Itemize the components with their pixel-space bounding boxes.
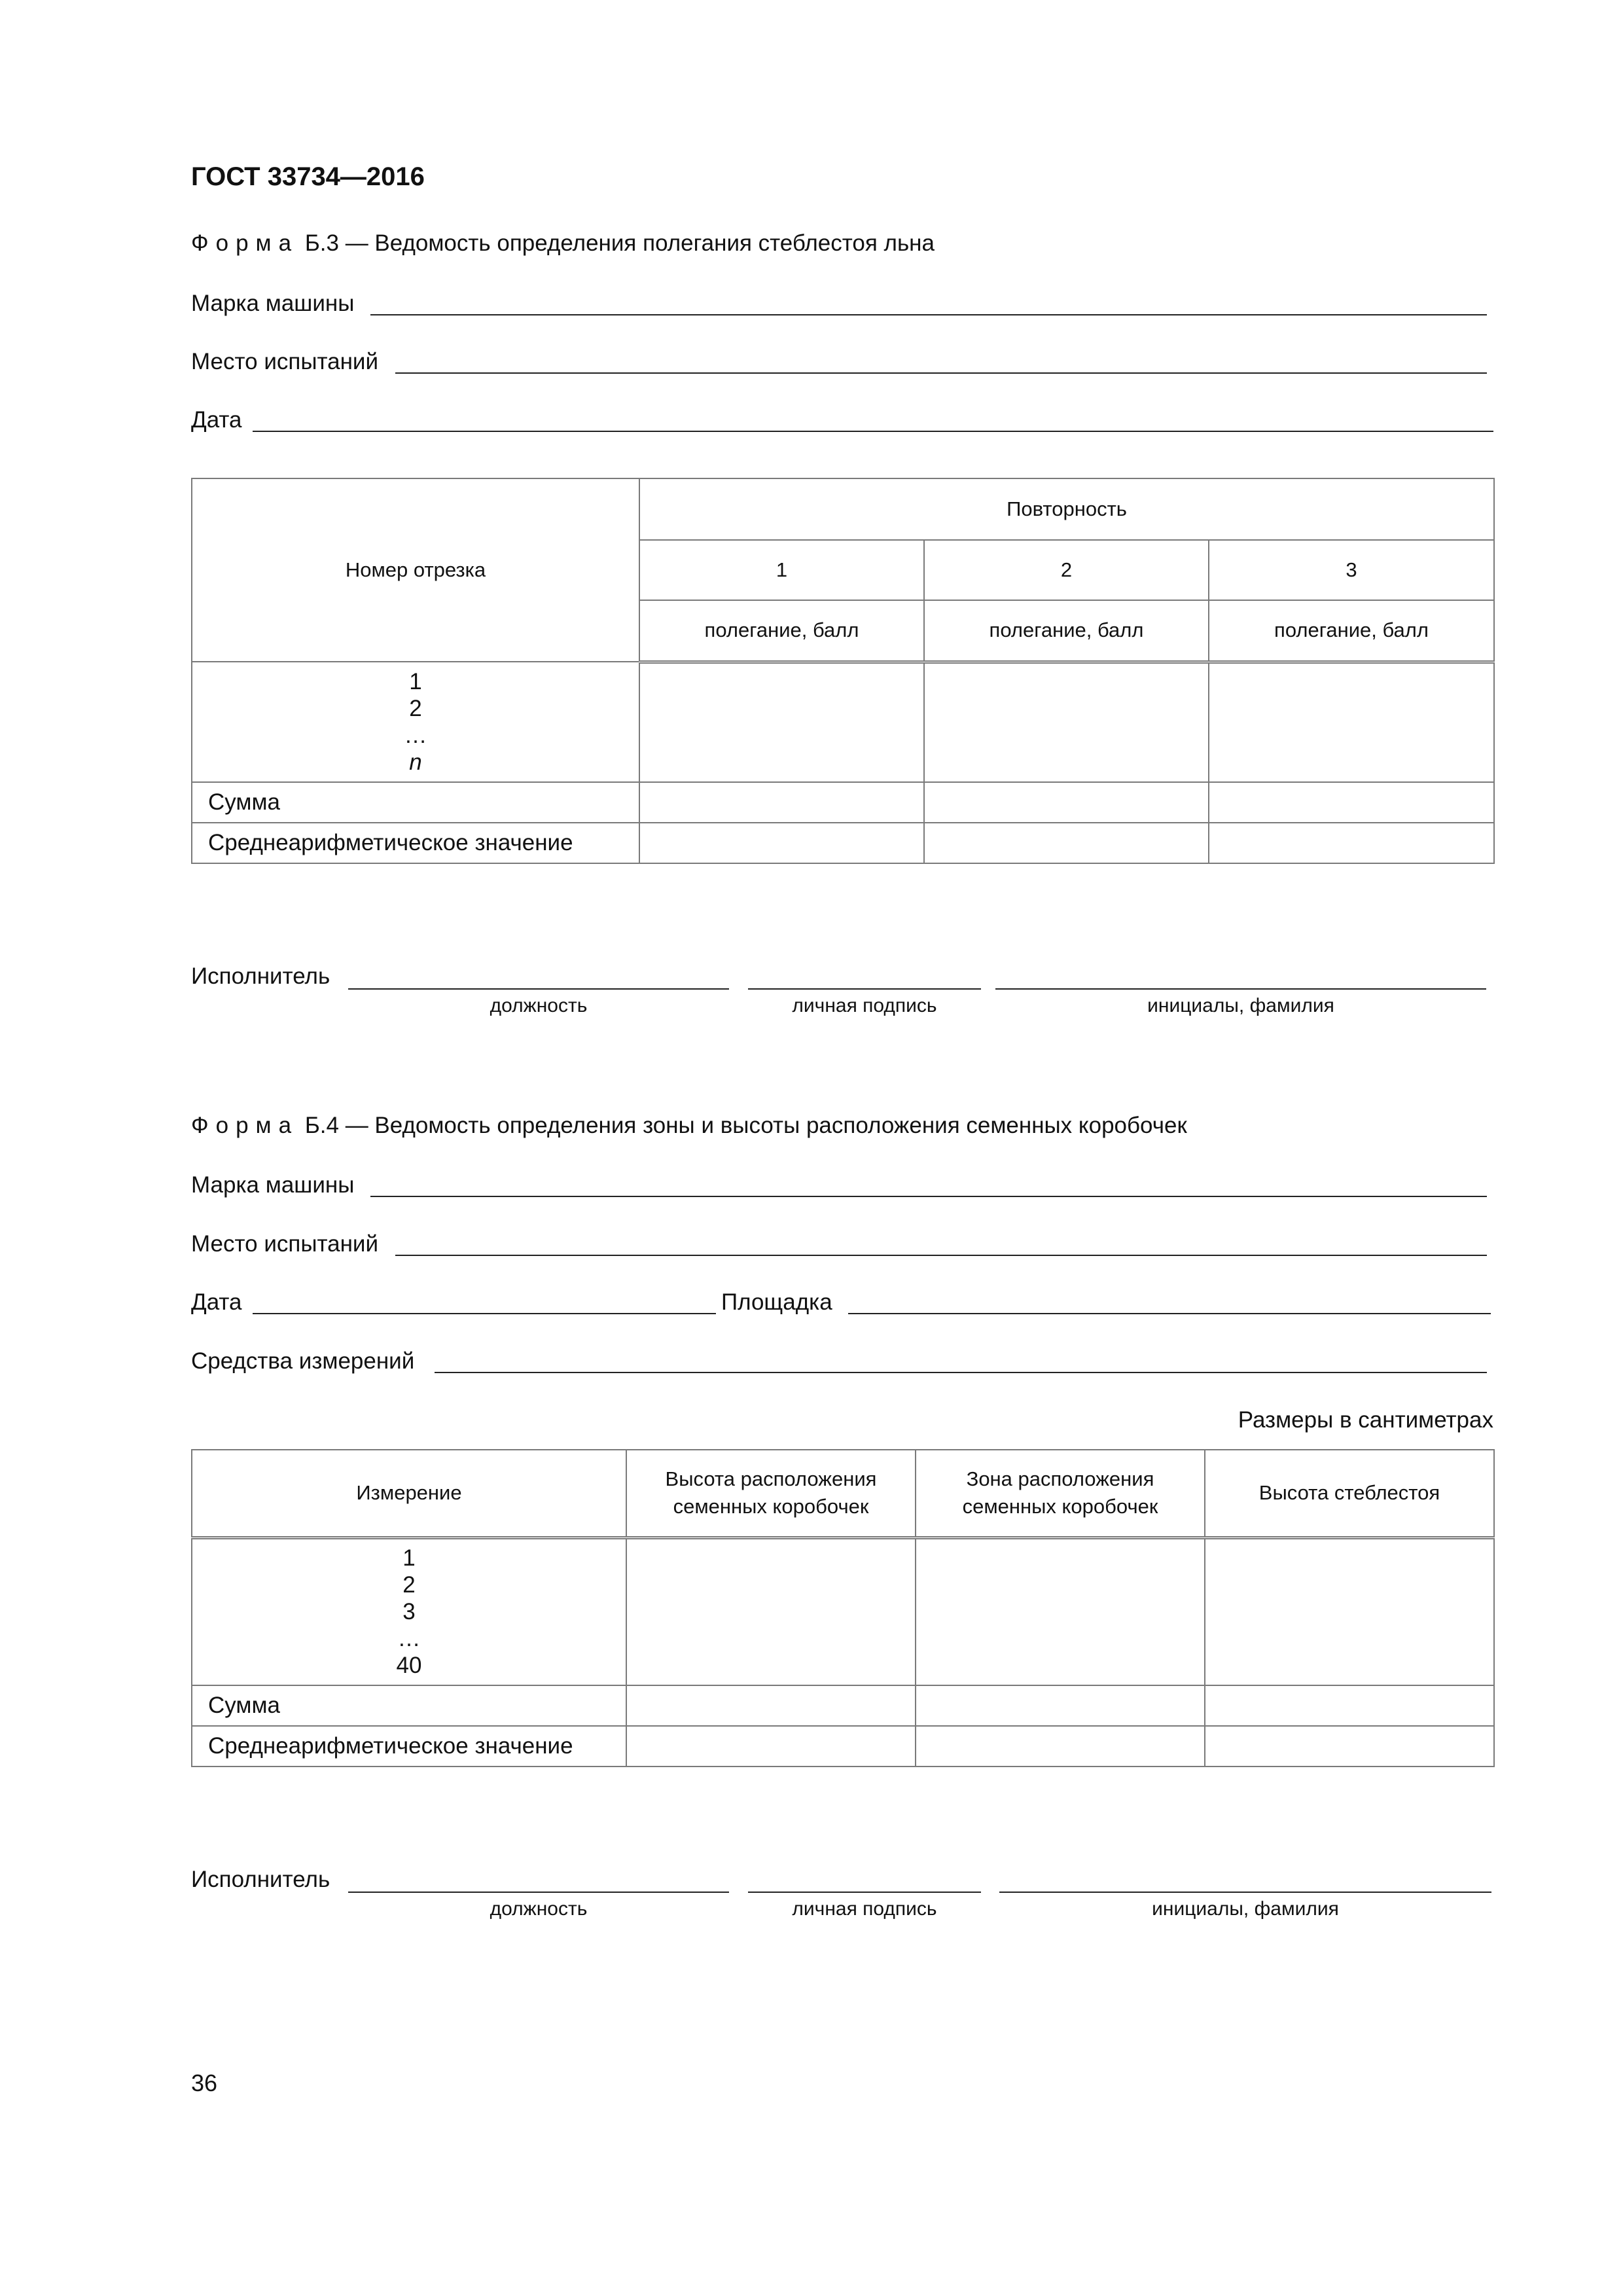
b3-mean-cell[interactable] xyxy=(639,823,924,863)
b3-data-cell[interactable] xyxy=(639,662,924,782)
b3-subheader-3: полегание, балл xyxy=(1209,600,1494,662)
b4-caption-position: должность xyxy=(490,1898,588,1920)
b3-table xyxy=(191,478,1495,864)
b3-machine-field[interactable] xyxy=(370,314,1487,315)
b3-data-cell[interactable] xyxy=(1209,662,1494,782)
b4-plot-field[interactable] xyxy=(848,1313,1491,1314)
b4-header-capsule-zone: Зона расположения семенных коробочек xyxy=(916,1450,1205,1537)
b4-date-field[interactable] xyxy=(253,1313,716,1314)
b4-machine-label: Марка машины xyxy=(191,1172,355,1198)
b4-mean-cell[interactable] xyxy=(1205,1726,1494,1767)
b4-sum-cell[interactable] xyxy=(916,1685,1205,1726)
b4-name-field[interactable] xyxy=(999,1892,1491,1893)
b4-header-stand-height: Высота стеблестоя xyxy=(1205,1450,1494,1537)
b3-sum-cell[interactable] xyxy=(1209,782,1494,823)
b4-row-num-40: 40 xyxy=(396,1653,422,1679)
b4-mean-label: Среднеарифметическое значение xyxy=(192,1726,626,1767)
b3-date-label: Дата xyxy=(191,407,242,433)
b4-instruments-label: Средства измерений xyxy=(191,1348,415,1374)
b4-data-row xyxy=(192,1537,1494,1685)
b3-col1-header: Номер отрезка xyxy=(192,478,639,662)
b3-group-header: Повторность xyxy=(639,478,1494,540)
b4-date-label: Дата xyxy=(191,1289,242,1315)
b4-place-label: Место испытаний xyxy=(191,1231,379,1257)
form-b4-title xyxy=(191,1113,1187,1139)
b3-header-row-1 xyxy=(192,478,1494,540)
form-b3-title-prefix: Форма xyxy=(191,230,299,256)
b4-instruments-field[interactable] xyxy=(435,1372,1487,1373)
b4-place-field[interactable] xyxy=(395,1255,1487,1256)
b3-place-field[interactable] xyxy=(395,372,1487,374)
b3-position-field[interactable] xyxy=(348,988,729,990)
b4-table xyxy=(191,1449,1495,1767)
b3-data-cell[interactable] xyxy=(924,662,1209,782)
b3-place-label: Место испытаний xyxy=(191,349,379,374)
b3-date-field[interactable] xyxy=(253,431,1493,432)
b3-row-num-1: 1 xyxy=(409,669,422,694)
b3-name-field[interactable] xyxy=(995,988,1486,990)
b3-signature-field[interactable] xyxy=(748,988,981,990)
b4-mean-row xyxy=(192,1726,1494,1767)
b3-caption-signature: личная подпись xyxy=(792,995,937,1016)
b4-sum-label: Сумма xyxy=(192,1685,626,1726)
b4-row-num-ellipsis: … xyxy=(397,1626,421,1652)
b4-plot-label: Площадка xyxy=(721,1289,832,1315)
b3-sum-label: Сумма xyxy=(192,782,639,823)
b3-signature-label: Исполнитель xyxy=(191,963,330,989)
b4-sum-row xyxy=(192,1685,1494,1726)
b4-caption-signature: личная подпись xyxy=(792,1898,937,1920)
b3-subheader-2: полегание, балл xyxy=(924,600,1209,662)
b3-data-row xyxy=(192,662,1494,782)
form-b3-title xyxy=(191,230,935,257)
document-header: ГОСТ 33734—2016 xyxy=(191,162,425,191)
b4-data-cell[interactable] xyxy=(1205,1537,1494,1685)
b3-caption-position: должность xyxy=(490,995,588,1016)
b3-rep-2: 2 xyxy=(924,540,1209,600)
form-b3-title-text: Б.3 — Ведомость определения полегания стеблестоя льна xyxy=(304,230,935,256)
b3-mean-row xyxy=(192,823,1494,863)
b4-signature-field[interactable] xyxy=(748,1892,981,1893)
b3-row-numbers xyxy=(192,662,639,782)
b4-row-num-1: 1 xyxy=(402,1545,416,1571)
b3-caption-name: инициалы, фамилия xyxy=(1147,995,1334,1016)
b4-mean-cell[interactable] xyxy=(916,1726,1205,1767)
b4-row-num-2: 2 xyxy=(402,1572,416,1598)
b4-caption-name: инициалы, фамилия xyxy=(1152,1898,1339,1920)
b3-sum-cell[interactable] xyxy=(924,782,1209,823)
b4-data-cell[interactable] xyxy=(916,1537,1205,1685)
b3-sum-row xyxy=(192,782,1494,823)
b4-mean-cell[interactable] xyxy=(626,1726,916,1767)
b3-mean-label: Среднеарифметическое значение xyxy=(192,823,639,863)
b4-machine-field[interactable] xyxy=(370,1196,1487,1197)
page-number: 36 xyxy=(191,2070,218,2096)
b4-header-capsule-height: Высота расположения семенных коробочек xyxy=(626,1450,916,1537)
b4-position-field[interactable] xyxy=(348,1892,729,1893)
b3-machine-label: Марка машины xyxy=(191,291,355,316)
form-b4-title-text: Б.4 — Ведомость определения зоны и высоты расположения семенных коробочек xyxy=(304,1113,1187,1138)
b3-mean-cell[interactable] xyxy=(1209,823,1494,863)
b4-data-cell[interactable] xyxy=(626,1537,916,1685)
b3-mean-cell[interactable] xyxy=(924,823,1209,863)
b4-units-note: Размеры в сантиметрах xyxy=(1238,1407,1493,1433)
b3-row-num-2: 2 xyxy=(409,696,422,721)
b4-sum-cell[interactable] xyxy=(626,1685,916,1726)
b4-signature-label: Исполнитель xyxy=(191,1867,330,1892)
b3-rep-1: 1 xyxy=(639,540,924,600)
b4-header-row xyxy=(192,1450,1494,1537)
b3-subheader-1: полегание, балл xyxy=(639,600,924,662)
b3-row-num-ellipsis: … xyxy=(404,723,427,748)
b3-row-num-n: n xyxy=(409,749,422,775)
b3-sum-cell[interactable] xyxy=(639,782,924,823)
b3-rep-3: 3 xyxy=(1209,540,1494,600)
b4-header-measurement: Измерение xyxy=(192,1450,626,1537)
b4-sum-cell[interactable] xyxy=(1205,1685,1494,1726)
form-b4-title-prefix: Форма xyxy=(191,1113,299,1138)
b4-row-num-3: 3 xyxy=(402,1599,416,1625)
b4-row-numbers xyxy=(192,1537,626,1685)
